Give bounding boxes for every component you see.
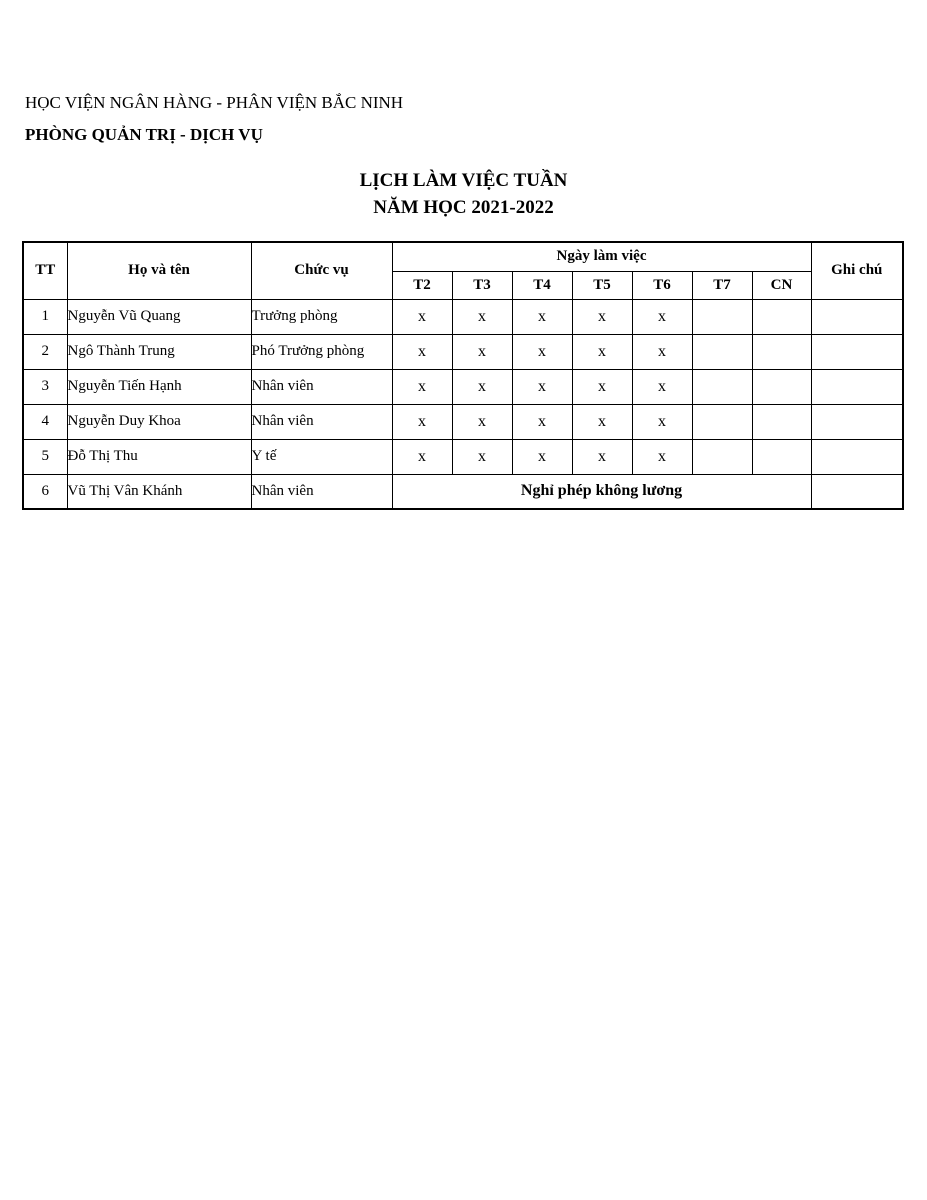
row-number: 3 xyxy=(23,369,67,404)
document-title: LỊCH LÀM VIỆC TUẦN xyxy=(359,170,568,191)
table-row xyxy=(23,439,903,474)
day-cell xyxy=(692,369,752,404)
employee-role: Nhân viên xyxy=(251,404,392,439)
day-cell: x xyxy=(392,369,452,404)
employee-role: Y tế xyxy=(251,439,392,474)
organization-name: HỌC VIỆN NGÂN HÀNG - PHÂN VIỆN BẮC NINH xyxy=(25,93,404,112)
note-cell xyxy=(811,369,903,404)
employee-name: Ngô Thành Trung xyxy=(67,334,251,369)
day-cell: x xyxy=(452,334,512,369)
row-number: 4 xyxy=(23,404,67,439)
note-cell xyxy=(811,299,903,334)
day-cell: x xyxy=(632,439,692,474)
employee-role: Nhân viên xyxy=(251,369,392,404)
day-header: T2 xyxy=(392,271,452,299)
day-cell: x xyxy=(632,334,692,369)
day-cell xyxy=(692,334,752,369)
day-cell xyxy=(692,404,752,439)
employee-name: Đỗ Thị Thu xyxy=(67,439,251,474)
day-cell: x xyxy=(452,299,512,334)
note-cell xyxy=(811,439,903,474)
employee-name: Nguyễn Tiến Hạnh xyxy=(67,369,251,404)
column-header-tt: TT xyxy=(23,242,67,299)
table-header-row xyxy=(23,242,903,271)
column-header-role: Chức vụ xyxy=(251,242,392,299)
day-cell: x xyxy=(632,369,692,404)
employee-role: Trưởng phòng xyxy=(251,299,392,334)
day-cell xyxy=(752,404,811,439)
day-header: CN xyxy=(752,271,811,299)
day-cell xyxy=(752,299,811,334)
day-cell xyxy=(752,369,811,404)
row-number: 2 xyxy=(23,334,67,369)
day-cell: x xyxy=(632,404,692,439)
day-cell xyxy=(752,439,811,474)
day-header: T7 xyxy=(692,271,752,299)
column-header-workdays: Ngày làm việc xyxy=(392,242,811,271)
day-cell: x xyxy=(632,299,692,334)
day-cell: x xyxy=(392,334,452,369)
day-cell: x xyxy=(392,439,452,474)
table-row xyxy=(23,299,903,334)
day-cell: x xyxy=(452,404,512,439)
work-schedule-table xyxy=(22,241,904,510)
day-cell: x xyxy=(572,439,632,474)
employee-role: Nhân viên xyxy=(251,474,392,509)
day-header: T4 xyxy=(512,271,572,299)
employee-name: Nguyễn Vũ Quang xyxy=(67,299,251,334)
day-cell: x xyxy=(392,299,452,334)
note-cell xyxy=(811,474,903,509)
row-number: 1 xyxy=(23,299,67,334)
column-header-note: Ghi chú xyxy=(811,242,903,299)
table-row xyxy=(23,334,903,369)
department-name: PHÒNG QUẢN TRỊ - DỊCH VỤ xyxy=(25,125,263,144)
day-cell: x xyxy=(512,334,572,369)
day-cell: x xyxy=(392,404,452,439)
day-cell: x xyxy=(452,369,512,404)
day-cell: x xyxy=(452,439,512,474)
employee-name: Nguyễn Duy Khoa xyxy=(67,404,251,439)
day-cell: x xyxy=(512,404,572,439)
leave-status: Nghỉ phép không lương xyxy=(392,474,811,509)
academic-year-title: NĂM HỌC 2021-2022 xyxy=(373,197,554,218)
day-cell: x xyxy=(572,369,632,404)
table-row xyxy=(23,404,903,439)
day-header: T5 xyxy=(572,271,632,299)
row-number: 6 xyxy=(23,474,67,509)
row-number: 5 xyxy=(23,439,67,474)
day-cell xyxy=(752,334,811,369)
day-cell: x xyxy=(572,299,632,334)
day-cell: x xyxy=(512,369,572,404)
day-header: T6 xyxy=(632,271,692,299)
note-cell xyxy=(811,404,903,439)
column-header-name: Họ và tên xyxy=(67,242,251,299)
day-cell: x xyxy=(512,299,572,334)
day-cell xyxy=(692,299,752,334)
note-cell xyxy=(811,334,903,369)
day-cell: x xyxy=(512,439,572,474)
table-row xyxy=(23,474,903,509)
day-header: T3 xyxy=(452,271,512,299)
day-cell: x xyxy=(572,334,632,369)
day-cell: x xyxy=(572,404,632,439)
table-row xyxy=(23,369,903,404)
day-cell xyxy=(692,439,752,474)
employee-name: Vũ Thị Vân Khánh xyxy=(67,474,251,509)
employee-role: Phó Trưởng phòng xyxy=(251,334,392,369)
